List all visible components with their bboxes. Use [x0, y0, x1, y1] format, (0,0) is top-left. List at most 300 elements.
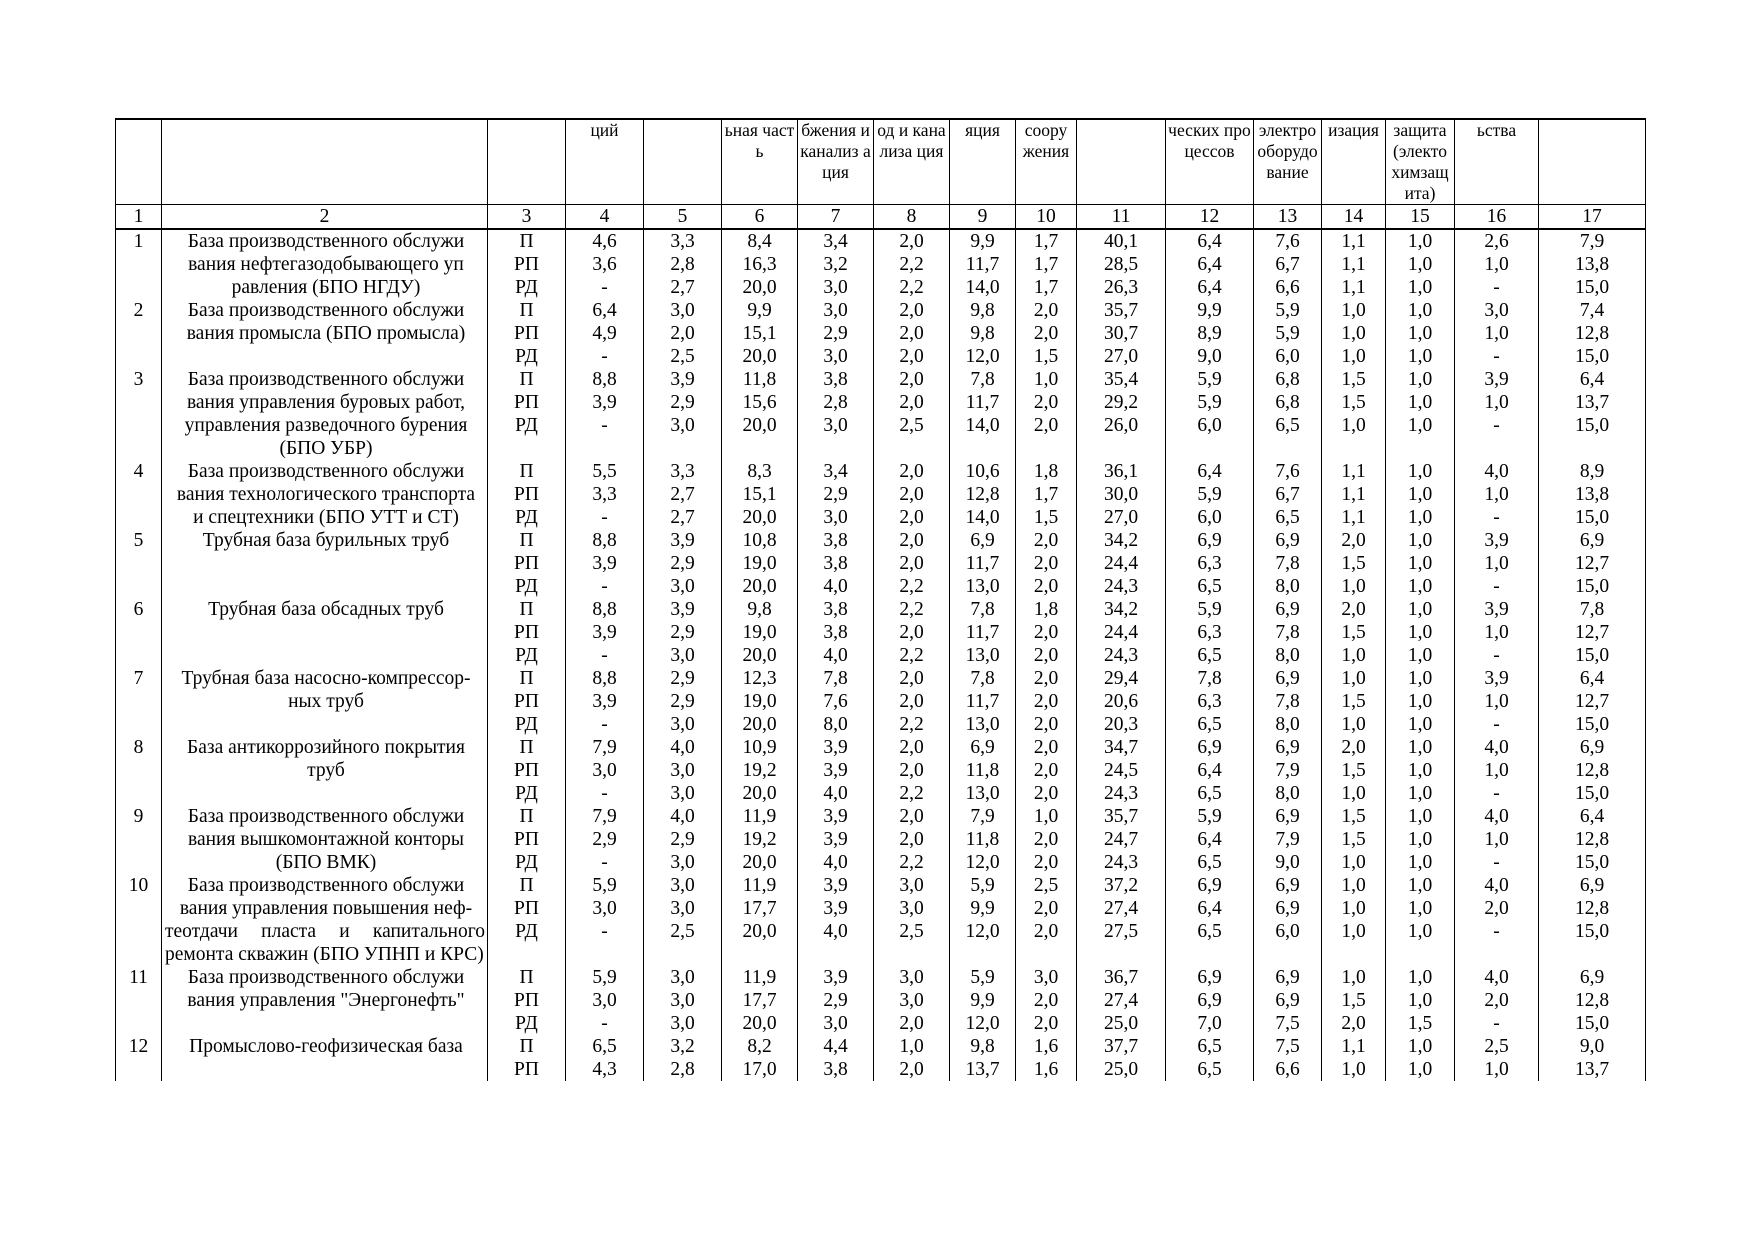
stage-cell: РП — [488, 322, 566, 345]
stage-cell: П — [488, 368, 566, 391]
value-cell: 6,9 — [1539, 736, 1646, 759]
row-number-cell — [116, 276, 162, 299]
value-cell: 2,0 — [1016, 736, 1077, 759]
value-cell: 19,0 — [722, 552, 798, 575]
value-cell: 1,0 — [1322, 782, 1386, 805]
column-number-row — [116, 205, 1646, 230]
value-cell: 6,4 — [1166, 253, 1254, 276]
value-cell: 12,0 — [950, 851, 1016, 874]
value-cell: 24,4 — [1077, 621, 1166, 644]
value-cell: 34,2 — [1077, 598, 1166, 621]
value-cell: 2,9 — [644, 552, 722, 575]
value-cell: 1,1 — [1322, 229, 1386, 253]
value-cell: 12,8 — [1539, 897, 1646, 920]
header-cell: электро оборудо вание — [1254, 119, 1322, 205]
value-cell: 7,5 — [1254, 1035, 1322, 1058]
row-number-cell — [116, 782, 162, 805]
value-cell: 2,0 — [874, 229, 950, 253]
value-cell: 15,0 — [1539, 506, 1646, 529]
facility-name-cell: теотдачи пласта и капитального ремонта скважин (БПО УПНП и КРС) — [162, 920, 488, 966]
table-row — [116, 1012, 1646, 1035]
value-cell: 1,0 — [1386, 690, 1455, 713]
value-cell: 3,0 — [644, 759, 722, 782]
value-cell: 1,5 — [1386, 1012, 1455, 1035]
stage-cell: РП — [488, 989, 566, 1012]
value-cell: 6,4 — [1166, 229, 1254, 253]
value-cell: 1,0 — [1455, 828, 1539, 851]
value-cell: 6,4 — [1166, 460, 1254, 483]
row-number-cell — [116, 1058, 162, 1081]
value-cell: 12,8 — [1539, 759, 1646, 782]
row-number-cell: 5 — [116, 529, 162, 552]
value-cell: 8,8 — [566, 529, 644, 552]
value-cell: - — [566, 276, 644, 299]
facility-name-cell — [162, 713, 488, 736]
value-cell: 2,0 — [874, 552, 950, 575]
stage-cell: РД — [488, 782, 566, 805]
header-row — [116, 119, 1646, 205]
table-row — [116, 920, 1646, 966]
value-cell: 1,0 — [1386, 460, 1455, 483]
table-row — [116, 253, 1646, 276]
value-cell: 6,3 — [1166, 690, 1254, 713]
facility-name-cell: Трубная база обсадных труб — [162, 598, 488, 621]
value-cell: 7,4 — [1539, 299, 1646, 322]
value-cell: 15,0 — [1539, 575, 1646, 598]
value-cell: - — [1455, 713, 1539, 736]
value-cell: 6,9 — [950, 736, 1016, 759]
value-cell: 2,0 — [1016, 759, 1077, 782]
header-cell: ций — [566, 119, 644, 205]
column-number-cell: 2 — [162, 205, 488, 230]
row-number-cell — [116, 713, 162, 736]
value-cell — [950, 437, 1016, 460]
value-cell: 2,7 — [644, 506, 722, 529]
value-cell: 3,0 — [566, 989, 644, 1012]
value-cell: 3,0 — [566, 759, 644, 782]
value-cell: 2,0 — [874, 736, 950, 759]
value-cell: 2,0 — [874, 759, 950, 782]
value-cell: 12,8 — [950, 483, 1016, 506]
row-number-cell — [116, 644, 162, 667]
value-cell: 7,8 — [1539, 598, 1646, 621]
value-cell: 3,9 — [644, 598, 722, 621]
value-cell: 1,0 — [1386, 1035, 1455, 1058]
value-cell: 6,5 — [1254, 506, 1322, 529]
stage-cell: РП — [488, 391, 566, 414]
value-cell: 3,6 — [566, 253, 644, 276]
value-cell: 5,9 — [1254, 322, 1322, 345]
header-cell: соору жения — [1016, 119, 1077, 205]
value-cell: 8,0 — [1254, 713, 1322, 736]
value-cell: 6,7 — [1254, 253, 1322, 276]
value-cell: 2,0 — [1016, 713, 1077, 736]
value-cell: 24,3 — [1077, 644, 1166, 667]
value-cell: 2,0 — [1016, 897, 1077, 920]
value-cell: - — [566, 414, 644, 437]
value-cell: 12,7 — [1539, 621, 1646, 644]
header-cell: изация — [1322, 119, 1386, 205]
value-cell: 3,0 — [1455, 299, 1539, 322]
value-cell: - — [1455, 920, 1539, 966]
value-cell: 6,9 — [1254, 966, 1322, 989]
facility-name-cell: Трубная база насосно-компрессор- — [162, 667, 488, 690]
value-cell: 20,6 — [1077, 690, 1166, 713]
value-cell: 1,0 — [1455, 552, 1539, 575]
value-cell: 6,5 — [1166, 1058, 1254, 1081]
value-cell: 1,5 — [1322, 805, 1386, 828]
value-cell: 1,0 — [1322, 414, 1386, 437]
value-cell: 1,5 — [1322, 391, 1386, 414]
value-cell: 1,6 — [1016, 1035, 1077, 1058]
value-cell: 2,2 — [874, 644, 950, 667]
value-cell: 2,0 — [874, 368, 950, 391]
stage-cell: П — [488, 736, 566, 759]
value-cell: 1,0 — [1386, 759, 1455, 782]
stage-cell: П — [488, 805, 566, 828]
value-cell: 1,0 — [1386, 345, 1455, 368]
facility-name-cell: База производственного обслужи — [162, 368, 488, 391]
value-cell — [644, 437, 722, 460]
value-cell: 11,8 — [950, 828, 1016, 851]
table-row — [116, 345, 1646, 368]
value-cell: 3,4 — [798, 460, 874, 483]
table-row — [116, 529, 1646, 552]
table-row — [116, 989, 1646, 1012]
value-cell: 3,2 — [644, 1035, 722, 1058]
stage-cell: П — [488, 529, 566, 552]
value-cell: 10,8 — [722, 529, 798, 552]
value-cell: 15,0 — [1539, 276, 1646, 299]
value-cell: 1,0 — [1386, 506, 1455, 529]
value-cell: 3,0 — [644, 782, 722, 805]
cost-structure-table — [115, 118, 1646, 1081]
value-cell: 13,0 — [950, 782, 1016, 805]
value-cell: 2,0 — [1016, 621, 1077, 644]
value-cell: 1,7 — [1016, 229, 1077, 253]
value-cell: 1,0 — [1322, 345, 1386, 368]
value-cell: 20,0 — [722, 713, 798, 736]
value-cell: 4,3 — [566, 1058, 644, 1081]
value-cell: 2,9 — [644, 828, 722, 851]
value-cell: 17,0 — [722, 1058, 798, 1081]
facility-name-cell: База производственного обслужи — [162, 966, 488, 989]
value-cell: 8,8 — [566, 368, 644, 391]
value-cell: 19,2 — [722, 828, 798, 851]
value-cell: 3,0 — [644, 1012, 722, 1035]
facility-name-cell: База производственного обслужи — [162, 229, 488, 253]
value-cell: 27,0 — [1077, 506, 1166, 529]
column-number-cell: 9 — [950, 205, 1016, 230]
value-cell: 8,3 — [722, 460, 798, 483]
value-cell: 2,9 — [566, 828, 644, 851]
value-cell: 3,8 — [798, 552, 874, 575]
value-cell: 9,8 — [722, 598, 798, 621]
value-cell: 1,0 — [1386, 299, 1455, 322]
value-cell: 6,6 — [1254, 276, 1322, 299]
facility-name-cell — [162, 345, 488, 368]
value-cell: 3,0 — [644, 414, 722, 437]
value-cell: 1,0 — [1386, 713, 1455, 736]
value-cell: 35,7 — [1077, 299, 1166, 322]
value-cell: 30,0 — [1077, 483, 1166, 506]
value-cell: 20,0 — [722, 782, 798, 805]
value-cell — [798, 437, 874, 460]
value-cell: 2,2 — [874, 713, 950, 736]
value-cell: 1,0 — [1322, 299, 1386, 322]
value-cell: 2,0 — [874, 322, 950, 345]
value-cell: 6,4 — [1539, 667, 1646, 690]
value-cell: 2,7 — [644, 483, 722, 506]
stage-cell: П — [488, 229, 566, 253]
column-number-cell: 5 — [644, 205, 722, 230]
value-cell: 1,5 — [1322, 690, 1386, 713]
value-cell: 3,0 — [644, 897, 722, 920]
value-cell: 36,1 — [1077, 460, 1166, 483]
row-number-cell — [116, 414, 162, 437]
row-number-cell — [116, 1012, 162, 1035]
value-cell: 8,0 — [1254, 782, 1322, 805]
value-cell: 15,0 — [1539, 920, 1646, 966]
value-cell: 27,5 — [1077, 920, 1166, 966]
column-number-cell: 3 — [488, 205, 566, 230]
facility-name-cell: вания нефтегазодобывающего уп — [162, 253, 488, 276]
value-cell: 1,0 — [1322, 874, 1386, 897]
value-cell: 19,0 — [722, 690, 798, 713]
column-number-cell: 12 — [1166, 205, 1254, 230]
value-cell: 1,0 — [1386, 414, 1455, 437]
value-cell: 1,0 — [1322, 851, 1386, 874]
value-cell: 2,0 — [1016, 667, 1077, 690]
row-number-cell: 9 — [116, 805, 162, 828]
value-cell: 1,8 — [1016, 598, 1077, 621]
row-number-cell — [116, 552, 162, 575]
value-cell: 6,9 — [1254, 667, 1322, 690]
header-cell — [1539, 119, 1646, 205]
stage-cell: РП — [488, 690, 566, 713]
value-cell: 15,0 — [1539, 782, 1646, 805]
value-cell: 24,3 — [1077, 851, 1166, 874]
facility-name-cell: База производственного обслужи — [162, 299, 488, 322]
header-cell: од и канализа ция — [874, 119, 950, 205]
table-row — [116, 552, 1646, 575]
stage-cell: П — [488, 598, 566, 621]
row-number-cell — [116, 506, 162, 529]
value-cell: 2,0 — [874, 529, 950, 552]
value-cell: 2,9 — [644, 621, 722, 644]
value-cell: 1,0 — [1386, 229, 1455, 253]
value-cell: 1,0 — [1322, 575, 1386, 598]
stage-cell: РД — [488, 414, 566, 437]
value-cell: 8,8 — [566, 598, 644, 621]
value-cell: - — [566, 713, 644, 736]
value-cell: 15,1 — [722, 483, 798, 506]
value-cell: 2,2 — [874, 851, 950, 874]
value-cell: 1,0 — [1386, 322, 1455, 345]
value-cell: 8,9 — [1539, 460, 1646, 483]
column-number-cell: 6 — [722, 205, 798, 230]
table-row — [116, 322, 1646, 345]
facility-name-cell — [162, 644, 488, 667]
value-cell: 6,5 — [1166, 1035, 1254, 1058]
value-cell: 1,0 — [1322, 897, 1386, 920]
value-cell: 7,8 — [1254, 552, 1322, 575]
value-cell: 27,4 — [1077, 897, 1166, 920]
value-cell: 34,7 — [1077, 736, 1166, 759]
value-cell: 15,0 — [1539, 644, 1646, 667]
value-cell: 2,0 — [1016, 322, 1077, 345]
table-row — [116, 1035, 1646, 1058]
value-cell: 35,7 — [1077, 805, 1166, 828]
value-cell: 8,0 — [1254, 644, 1322, 667]
value-cell: 6,9 — [1254, 989, 1322, 1012]
row-number-cell — [116, 437, 162, 460]
value-cell: 7,5 — [1254, 1012, 1322, 1035]
facility-name-cell — [162, 1012, 488, 1035]
value-cell: 2,0 — [874, 506, 950, 529]
value-cell: - — [566, 1012, 644, 1035]
value-cell — [566, 437, 644, 460]
value-cell: 3,0 — [644, 874, 722, 897]
value-cell: 2,0 — [1016, 989, 1077, 1012]
facility-name-cell: равления (БПО НГДУ) — [162, 276, 488, 299]
row-number-cell — [116, 253, 162, 276]
value-cell: 2,0 — [1016, 552, 1077, 575]
value-cell: - — [566, 345, 644, 368]
value-cell: 13,0 — [950, 644, 1016, 667]
value-cell: 6,4 — [1166, 897, 1254, 920]
row-number-cell — [116, 345, 162, 368]
stage-cell: РП — [488, 483, 566, 506]
value-cell: 6,5 — [566, 1035, 644, 1058]
value-cell: 3,3 — [644, 229, 722, 253]
value-cell: 2,9 — [798, 483, 874, 506]
value-cell — [1016, 437, 1077, 460]
value-cell: 13,7 — [1539, 1058, 1646, 1081]
value-cell: 1,0 — [1386, 529, 1455, 552]
row-number-cell: 11 — [116, 966, 162, 989]
value-cell: 5,9 — [566, 874, 644, 897]
stage-cell: П — [488, 1035, 566, 1058]
header-cell: ческих процессов — [1166, 119, 1254, 205]
value-cell: 4,0 — [798, 920, 874, 966]
value-cell: 3,2 — [798, 253, 874, 276]
stage-cell: РД — [488, 575, 566, 598]
value-cell: - — [1455, 506, 1539, 529]
value-cell: 11,7 — [950, 621, 1016, 644]
value-cell: 27,0 — [1077, 345, 1166, 368]
table-row — [116, 690, 1646, 713]
table-row — [116, 506, 1646, 529]
value-cell: 25,0 — [1077, 1058, 1166, 1081]
value-cell — [1077, 437, 1166, 460]
value-cell: 13,7 — [950, 1058, 1016, 1081]
value-cell: 5,9 — [1166, 368, 1254, 391]
table-row — [116, 1058, 1646, 1081]
value-cell: 2,0 — [1016, 920, 1077, 966]
facility-name-cell — [162, 782, 488, 805]
value-cell: 14,0 — [950, 506, 1016, 529]
value-cell: 3,0 — [874, 989, 950, 1012]
value-cell: 1,0 — [1016, 368, 1077, 391]
value-cell: 3,0 — [798, 1012, 874, 1035]
table-row — [116, 598, 1646, 621]
value-cell: 6,0 — [1254, 920, 1322, 966]
table-row — [116, 276, 1646, 299]
facility-name-cell: вания технологического транспорта — [162, 483, 488, 506]
value-cell: 20,3 — [1077, 713, 1166, 736]
stage-cell: РП — [488, 759, 566, 782]
row-number-cell: 10 — [116, 874, 162, 897]
table-body — [116, 229, 1646, 1081]
row-number-cell — [116, 322, 162, 345]
value-cell: 2,0 — [874, 828, 950, 851]
header-cell — [644, 119, 722, 205]
value-cell: 1,5 — [1322, 828, 1386, 851]
value-cell: 24,7 — [1077, 828, 1166, 851]
stage-cell: П — [488, 299, 566, 322]
value-cell: 2,0 — [1016, 1012, 1077, 1035]
value-cell: 3,9 — [798, 736, 874, 759]
value-cell: - — [566, 506, 644, 529]
value-cell: 20,0 — [722, 920, 798, 966]
table-row — [116, 897, 1646, 920]
value-cell: - — [566, 575, 644, 598]
value-cell: 8,0 — [1254, 575, 1322, 598]
value-cell: 5,9 — [1166, 483, 1254, 506]
facility-name-cell — [162, 552, 488, 575]
column-number-cell: 10 — [1016, 205, 1077, 230]
value-cell: 26,3 — [1077, 276, 1166, 299]
value-cell: 8,0 — [798, 713, 874, 736]
value-cell: 4,0 — [1455, 736, 1539, 759]
value-cell: 3,9 — [1455, 368, 1539, 391]
value-cell: 4,4 — [798, 1035, 874, 1058]
table-row — [116, 368, 1646, 391]
value-cell: 24,5 — [1077, 759, 1166, 782]
header-cell: ьная часть — [722, 119, 798, 205]
table-row — [116, 851, 1646, 874]
value-cell: 8,9 — [1166, 322, 1254, 345]
value-cell: 2,0 — [874, 621, 950, 644]
value-cell: 17,7 — [722, 897, 798, 920]
value-cell: 1,5 — [1322, 552, 1386, 575]
value-cell: 9,0 — [1539, 1035, 1646, 1058]
value-cell — [1166, 437, 1254, 460]
stage-cell: РП — [488, 552, 566, 575]
value-cell: 2,8 — [644, 1058, 722, 1081]
value-cell: 14,0 — [950, 414, 1016, 437]
value-cell: 3,0 — [644, 989, 722, 1012]
value-cell: 1,0 — [1455, 759, 1539, 782]
value-cell: 7,8 — [798, 667, 874, 690]
value-cell: 2,0 — [1322, 598, 1386, 621]
value-cell: 7,8 — [950, 368, 1016, 391]
value-cell: 6,3 — [1166, 552, 1254, 575]
value-cell: 15,1 — [722, 322, 798, 345]
value-cell: 20,0 — [722, 414, 798, 437]
value-cell: - — [1455, 414, 1539, 437]
value-cell: 2,0 — [1322, 1012, 1386, 1035]
table-row — [116, 229, 1646, 253]
value-cell: 2,0 — [874, 299, 950, 322]
value-cell: 7,8 — [1166, 667, 1254, 690]
value-cell: 1,0 — [1386, 989, 1455, 1012]
value-cell: 3,0 — [1016, 966, 1077, 989]
value-cell: 12,0 — [950, 1012, 1016, 1035]
value-cell: 2,0 — [874, 1058, 950, 1081]
value-cell: 2,2 — [874, 782, 950, 805]
